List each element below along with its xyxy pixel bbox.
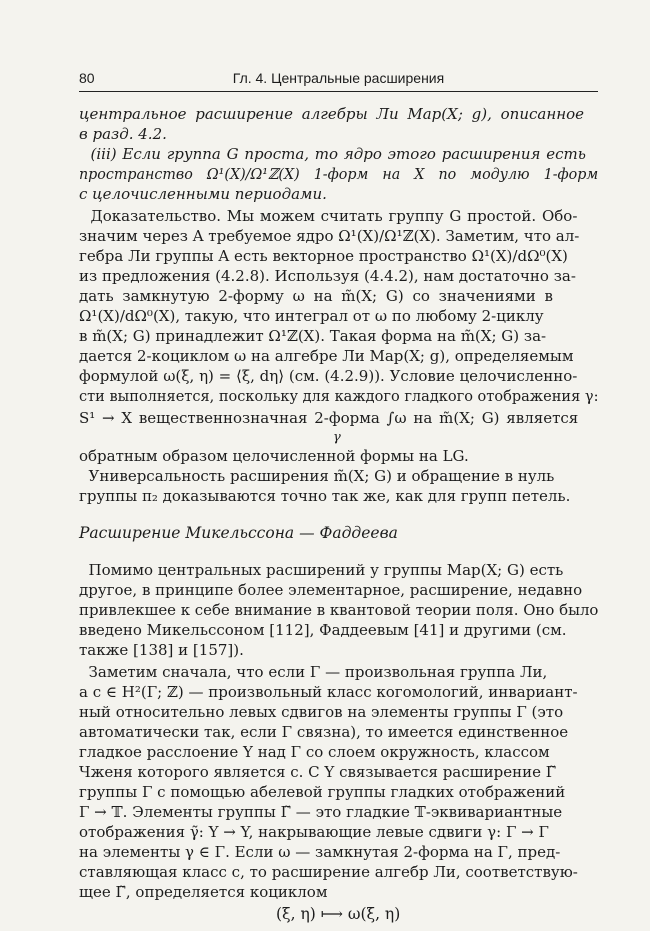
text-line: сти выполняется, поскольку для каждого гладкого отображения γ: bbox=[79, 387, 599, 405]
text-line: Универсальность расширения m̃(X; G) и обращение в нуль bbox=[79, 467, 555, 485]
text-line: автоматически так, если Γ связна), то имеется единственное bbox=[79, 723, 569, 741]
text-line: Доказательство. Мы можем считать группу G простой. Обо- bbox=[79, 207, 578, 225]
text-line: группы π₂ доказываются точно так же, как для групп петель. bbox=[79, 487, 571, 505]
text-line: Заметим сначала, что если Γ — произвольная группа Ли, bbox=[79, 663, 548, 681]
text-line: ставляющая класс c, то расширение алгебр Ли, соответствую- bbox=[79, 863, 578, 881]
running-header bbox=[79, 69, 598, 92]
text-line: а c ∈ H²(Γ; ℤ) — произвольный класс когомологий, инвариант- bbox=[79, 683, 578, 701]
text-line: с целочисленными периодами. bbox=[79, 185, 327, 203]
text-line: Ω¹(X)/dΩ⁰(X), такую, что интеграл от ω по любому 2-циклу bbox=[79, 307, 544, 325]
integral-subscript: γ bbox=[333, 430, 341, 445]
text-line: (iii) Если группа G проста, то ядро этого расширения есть bbox=[79, 145, 586, 163]
text-line: на элементы γ ∈ Γ. Если ω — замкнутая 2-форма на Γ, пред- bbox=[79, 843, 561, 861]
text-line: Γ → 𝕋. Элементы группы Γ̃ — это гладкие 𝕋-эквивариантные bbox=[79, 803, 563, 821]
running-head-title: Гл. 4. Центральные расширения bbox=[232, 70, 445, 86]
text-line: введено Микельссоном [112], Фаддеевым [41] и другими (см. bbox=[79, 621, 567, 639]
text-line: из предложения (4.2.8). Используя (4.4.2), нам достаточно за- bbox=[79, 267, 576, 285]
section-heading: Расширение Микельссона — Фаддеева bbox=[79, 524, 398, 542]
text-line: гебра Ли группы A есть векторное пространство Ω¹(X)/dΩ⁰(X) bbox=[79, 247, 568, 265]
page-number: 80 bbox=[79, 70, 95, 86]
text-line: центральное расширение алгебры Ли Map(X; g), описанное bbox=[79, 105, 584, 123]
text-line: ный относительно левых сдвигов на элементы группы Γ (это bbox=[79, 703, 564, 721]
text-line: обратным образом целочисленной формы на LG. bbox=[79, 447, 469, 465]
display-formula: (ξ, η) ⟼ ω(ξ, η) bbox=[276, 905, 401, 923]
text-line: также [138] и [157]). bbox=[79, 641, 244, 659]
text-line: гладкое расслоение Y над Γ со слоем окружность, классом bbox=[79, 743, 550, 761]
text-line: значим через A требуемое ядро Ω¹(X)/Ω¹ℤ(X). Заметим, что ал- bbox=[79, 227, 580, 245]
text-line: пространство Ω¹(X)/Ω¹ℤ(X) 1-форм на X по модулю 1-форм bbox=[79, 165, 599, 183]
text-line: группы Γ с помощью абелевой группы гладких отображений bbox=[79, 783, 566, 801]
text-line: дается 2-коциклом ω на алгебре Ли Map(X; g), определяемым bbox=[79, 347, 574, 365]
text-line: S¹ → X вещественнозначная 2-форма ∫ω на m̃(X; G) является bbox=[79, 409, 579, 427]
text-line: щее Γ̃, определяется коциклом bbox=[79, 883, 328, 901]
text-line: в m̃(X; G) принадлежит Ω¹ℤ(X). Такая форма на m̃(X; G) за- bbox=[79, 327, 547, 345]
text-line: Чженя которого является c. С Y связывается расширение Γ̃ bbox=[79, 763, 557, 781]
text-line: формулой ω(ξ, η) = ⟨ξ, dη⟩ (см. (4.2.9)). Условие целочисленно- bbox=[79, 367, 578, 385]
text-line: Помимо центральных расширений у группы Map(X; G) есть bbox=[79, 561, 564, 579]
text-line: отображения γ̃: Y → Y, накрывающие левые сдвиги γ: Γ → Γ bbox=[79, 823, 549, 841]
text-line: дать замкнутую 2-форму ω на m̃(X; G) со значениями в bbox=[79, 287, 553, 305]
text-line: привлекшее к себе внимание в квантовой теории поля. Оно было bbox=[79, 601, 599, 619]
text-line: другое, в принципе более элементарное, расширение, недавно bbox=[79, 581, 583, 599]
text-line: в разд. 4.2. bbox=[79, 125, 167, 143]
